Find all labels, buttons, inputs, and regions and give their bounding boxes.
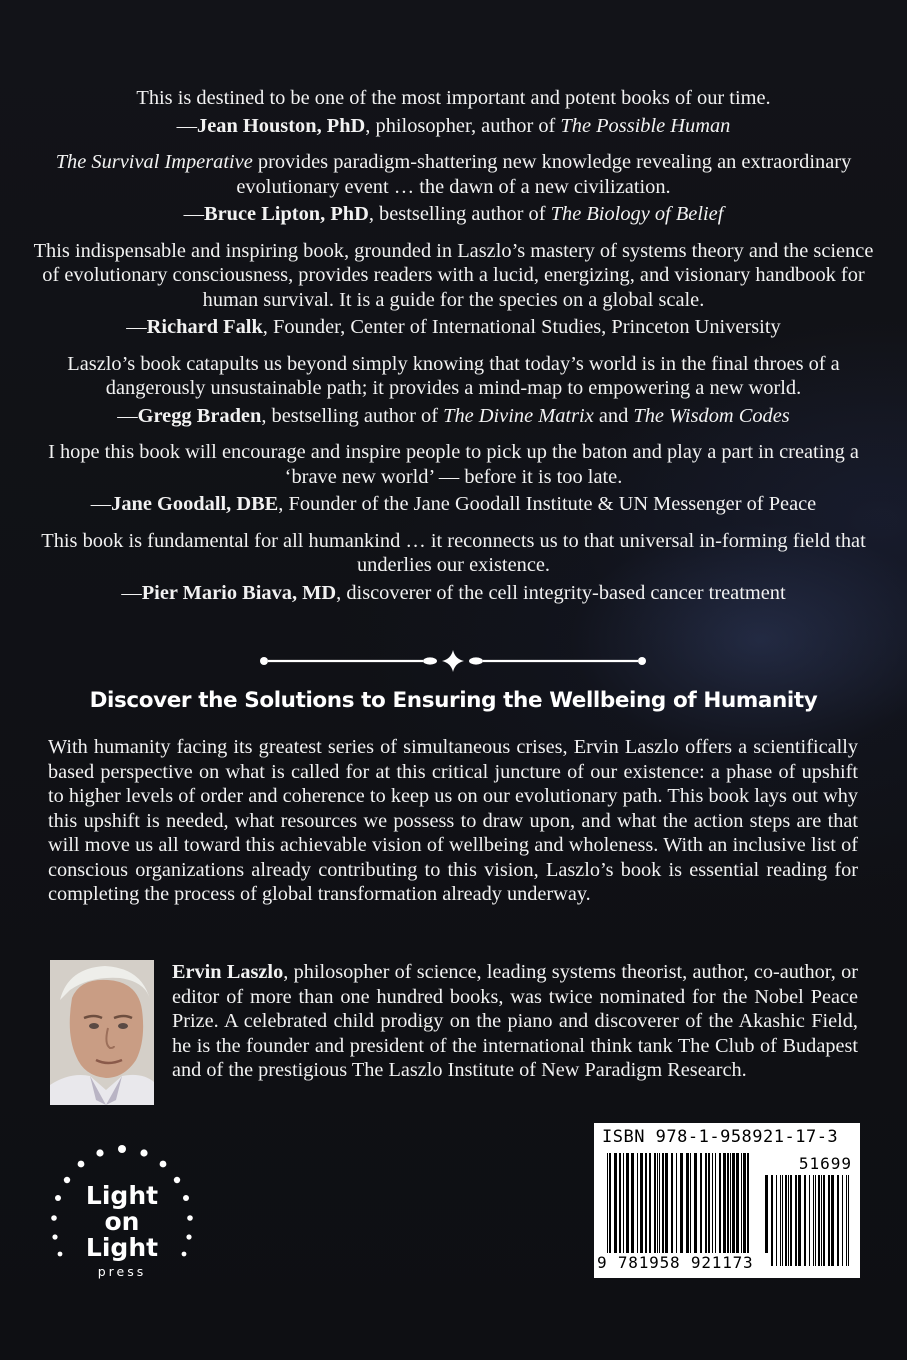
endorser-name: Bruce Lipton, PhD <box>204 203 369 225</box>
logo-word-2: on <box>104 1207 140 1236</box>
barcode-bar <box>676 1153 677 1266</box>
barcode-bar <box>727 1153 729 1266</box>
book-title-ref: The Survival Imperative <box>55 151 253 173</box>
barcode-bar <box>782 1175 783 1266</box>
barcode-bar <box>842 1175 843 1266</box>
endorser-role: , philosopher, author of <box>365 114 561 137</box>
dash: — <box>126 316 147 338</box>
barcode-bar <box>700 1153 702 1266</box>
endorser-name: Pier Mario Biava, MD <box>141 581 337 604</box>
barcode-bar <box>694 1153 697 1266</box>
barcode-bar <box>614 1153 617 1266</box>
blurb-quote: The Survival Imperative provides paradigm-shattering new knowledge revealing an extraordinary evolutionary event … the dawn of a new civilization. <box>55 151 852 198</box>
barcode-bar <box>730 1153 731 1266</box>
endorser-role: , bestselling author of <box>261 404 444 427</box>
barcode-bar <box>823 1175 825 1266</box>
blurb-attribution <box>30 202 877 227</box>
barcode-bar <box>818 1175 820 1266</box>
blurb-attribution <box>30 114 877 139</box>
barcode-bar <box>631 1153 634 1266</box>
blurb-quote: Laszlo’s book catapults us beyond simply knowing that today’s world is in the final throes of a dangerously unsustainable path; it provides a mind-map to empowering a new world. <box>67 352 840 399</box>
blurb-attribution <box>30 581 877 606</box>
blurb-biava <box>30 529 877 606</box>
barcode-bar <box>680 1153 683 1266</box>
blurb-houston <box>30 86 877 138</box>
barcode-bar <box>809 1175 810 1266</box>
blurb-braden <box>30 352 877 429</box>
barcode-bar <box>780 1175 781 1266</box>
blurb-goodall <box>30 440 877 517</box>
barcode-bar <box>741 1153 742 1266</box>
barcode-bar <box>848 1175 849 1266</box>
barcode-bar <box>788 1175 789 1266</box>
barcode-bar <box>846 1175 847 1266</box>
endorser-name: Jean Houston, PhD <box>197 114 366 137</box>
barcode-bar <box>804 1175 806 1266</box>
endorser-work: The Biology of Belief <box>550 203 724 225</box>
endorser-role: , bestselling author of <box>368 203 551 225</box>
barcode-bar <box>619 1153 621 1266</box>
author-name: Ervin Laszlo <box>172 961 284 983</box>
endorsements <box>30 86 877 617</box>
barcode-bar <box>771 1175 773 1266</box>
star-icon <box>442 650 464 672</box>
barcode-bar <box>732 1153 735 1266</box>
barcode-bar <box>649 1153 651 1266</box>
barcode-bar <box>708 1153 710 1266</box>
barcode-bar <box>690 1153 691 1266</box>
barcode-bar <box>837 1175 839 1266</box>
barcode-bar <box>609 1153 611 1266</box>
blurb-falk <box>30 239 877 340</box>
author-photo <box>50 960 154 1105</box>
barcode-bar <box>723 1153 726 1266</box>
barcode-bar <box>657 1153 658 1266</box>
endorser-work-2: The Wisdom Codes <box>633 404 790 427</box>
isbn-label: ISBN 978-1-958921-17-3 <box>602 1127 839 1147</box>
barcode-bar <box>736 1153 739 1266</box>
barcode-bar <box>798 1175 801 1266</box>
barcode-bar <box>654 1153 656 1266</box>
author-bio-text: , philosopher of science, leading systems theorist, author, co-author, or editor of more than one hundred books, was twice nominated for the Nobel Peace Prize. A celebrated child prodigy on the piano and discoverer of the Akashic Field, he is the founder and president of the international think tank The Club of Budapest and of the prestigious The Laszlo Institute of New Paradigm Research. <box>172 961 858 1081</box>
endorser-name: Richard Falk <box>146 316 263 338</box>
blurb-lipton <box>30 150 877 227</box>
endorser-work: The Divine Matrix <box>443 404 594 427</box>
barcode-bar <box>705 1153 707 1266</box>
barcode-bar <box>645 1153 647 1266</box>
isbn-digits: 9 781958 921173 <box>594 1253 769 1272</box>
barcode-bar <box>785 1175 787 1266</box>
blurb-quote: This is destined to be one of the most important and potent books of our time. <box>136 87 771 109</box>
publisher-logo <box>40 1140 205 1295</box>
barcode-bar <box>821 1175 822 1266</box>
barcode-bar <box>813 1175 814 1266</box>
barcode-bar <box>623 1153 624 1266</box>
barcode-bar <box>640 1153 643 1266</box>
barcode-bar <box>626 1153 629 1266</box>
endorser-role: , discoverer of the cell integrity-based cancer treatment <box>336 581 786 604</box>
dash: — <box>121 581 142 604</box>
barcode-bar <box>637 1153 638 1266</box>
barcode-bar <box>671 1153 673 1266</box>
barcode-bar <box>607 1153 608 1266</box>
dash: — <box>176 114 198 137</box>
dash: — <box>90 493 112 515</box>
endorser-role: , Founder of the Jane Goodall Institute & UN Messenger of Peace <box>278 493 817 515</box>
blurb-attribution <box>30 315 877 340</box>
blurb-attribution <box>30 492 877 517</box>
barcode-bar <box>686 1153 689 1266</box>
barcode-bar <box>719 1153 721 1266</box>
blurb-attribution: —Gregg Braden, bestselling author of The Divine Matrix and The Wisdom Codes <box>117 404 790 427</box>
barcode-bar <box>712 1153 713 1266</box>
logo-word-3: Light <box>85 1233 159 1262</box>
endorser-name: Gregg Braden <box>137 404 262 427</box>
barcode <box>594 1123 860 1278</box>
barcode-bar <box>662 1153 664 1266</box>
endorser-work: The Possible Human <box>560 114 731 137</box>
blurb-quote: This book is fundamental for all humankind … it reconnects us to that universal in-forming field that underlies our existence. <box>41 529 866 576</box>
barcode-bar <box>795 1175 797 1266</box>
barcode-bar <box>715 1153 716 1266</box>
author-bio <box>172 960 858 1083</box>
dash: — <box>183 203 205 225</box>
barcode-bar <box>743 1153 746 1266</box>
barcode-bar <box>776 1175 777 1266</box>
barcode-bar <box>747 1153 749 1266</box>
endorser-role: , Founder, Center of International Studies, Princeton University <box>262 316 781 338</box>
barcode-bar <box>665 1153 668 1266</box>
ean-bars <box>606 1153 752 1266</box>
blurb-quote: This indispensable and inspiring book, grounded in Laszlo’s mastery of systems theory and the science of evolutionary consciousness, provides readers with a lucid, energizing, and visionary handbook for human survival. It is a guide for the species on a global scale. <box>33 239 874 311</box>
barcode-bar <box>790 1175 792 1266</box>
logo-word-1: Light <box>85 1181 159 1210</box>
dash: — <box>117 404 138 427</box>
barcode-bar <box>815 1175 816 1266</box>
price-code: 51699 <box>798 1154 852 1173</box>
logo-word-4: press <box>97 1264 147 1279</box>
blurb-quote: I hope this book will encourage and inspire people to pick up the baton and play a part in creating a ‘brave new world’ — before it is too late. <box>48 441 859 488</box>
ornamental-divider <box>258 650 648 672</box>
barcode-bar <box>831 1175 834 1266</box>
book-description: With humanity facing its greatest series of simultaneous crises, Ervin Laszlo offers a scientifically based perspective on what is called for at this critical juncture of our existence: a phase of upshift to higher levels of order and coherence to keep us on our evolutionary path. This book lays out why this upshift is needed, what resources we possess to draw upon, and what the action steps are that will move us all toward this achievable vision of wellbeing and wholeness. With an inclusive list of conscious organizations already contributing to this vision, Laszlo’s book is essential reading for completing the process of global transformation already underway. <box>48 736 858 905</box>
barcode-bar <box>659 1153 660 1266</box>
headline: Discover the Solutions to Ensuring the Wellbeing of Humanity <box>89 688 818 713</box>
barcode-bar <box>828 1175 830 1266</box>
endorser-name: Jane Goodall, DBE <box>111 493 279 515</box>
price-bars <box>764 1175 852 1266</box>
